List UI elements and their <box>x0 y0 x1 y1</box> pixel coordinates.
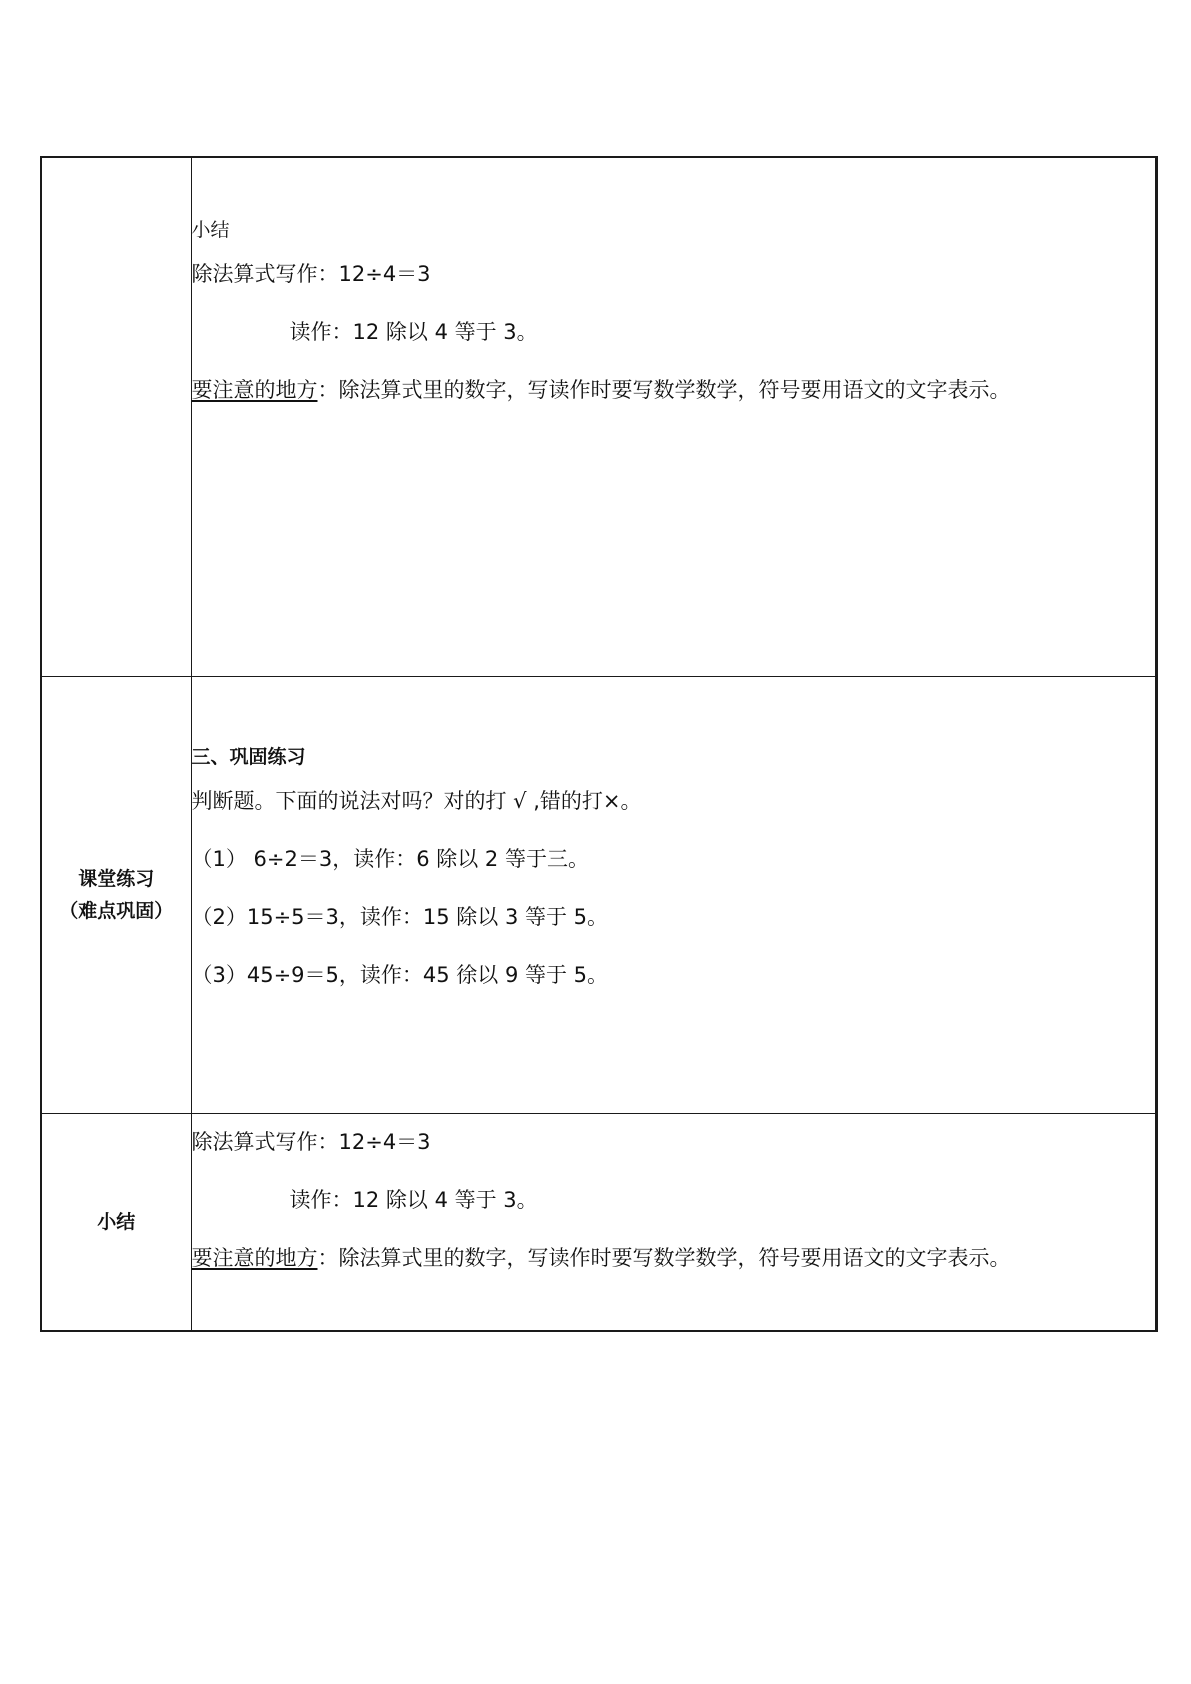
summary-top-content <box>191 157 1157 676</box>
practice-item-1: （1） 6÷2＝3，读作：6 除以 2 等于三。 <box>191 846 589 871</box>
row-practice <box>41 676 1157 1113</box>
division-formula: 除法算式写作：12÷4＝3 <box>191 262 431 286</box>
practice-content <box>191 676 1157 1113</box>
attention-note-label: 要注意的地方 <box>191 378 318 402</box>
summary-bottom-content <box>191 1113 1157 1331</box>
attention-note <box>192 1244 1156 1272</box>
division-reading: 读作：12 除以 4 等于 3。 <box>289 320 538 344</box>
row-label-empty <box>41 157 191 676</box>
summary-title: 小结 <box>191 219 230 241</box>
row-summary-bottom <box>41 1113 1157 1331</box>
practice-label-line1: 课堂练习 <box>78 867 155 890</box>
practice-item-2: （2）15÷5＝3，读作：15 除以 3 等于 5。 <box>191 904 609 929</box>
practice-heading: 三、巩固练习 <box>191 745 306 768</box>
lesson-plan-table <box>40 156 1158 1332</box>
attention-note <box>192 376 1156 404</box>
attention-note-label: 要注意的地方 <box>191 1245 318 1270</box>
attention-note-text: ：除法算式里的数字，写读作时要写数学数学，符号要用语文的文字表示。 <box>317 1245 1011 1270</box>
row-summary-top <box>41 157 1157 676</box>
practice-instruction: 判断题。下面的说法对吗？对的打 √ ,错的打×。 <box>191 788 642 813</box>
summary-label: 小结 <box>41 1113 191 1331</box>
practice-label <box>41 676 191 1113</box>
attention-note-text: ：除法算式里的数字，写读作时要写数学数学，符号要用语文的文字表示。 <box>317 378 1011 402</box>
practice-label-line2: （难点巩固） <box>59 899 174 922</box>
division-formula: 除法算式写作：12÷4＝3 <box>191 1129 431 1154</box>
division-reading: 读作：12 除以 4 等于 3。 <box>289 1187 538 1212</box>
practice-item-3: （3）45÷9＝5，读作：45 徐以 9 等于 5。 <box>191 962 609 987</box>
